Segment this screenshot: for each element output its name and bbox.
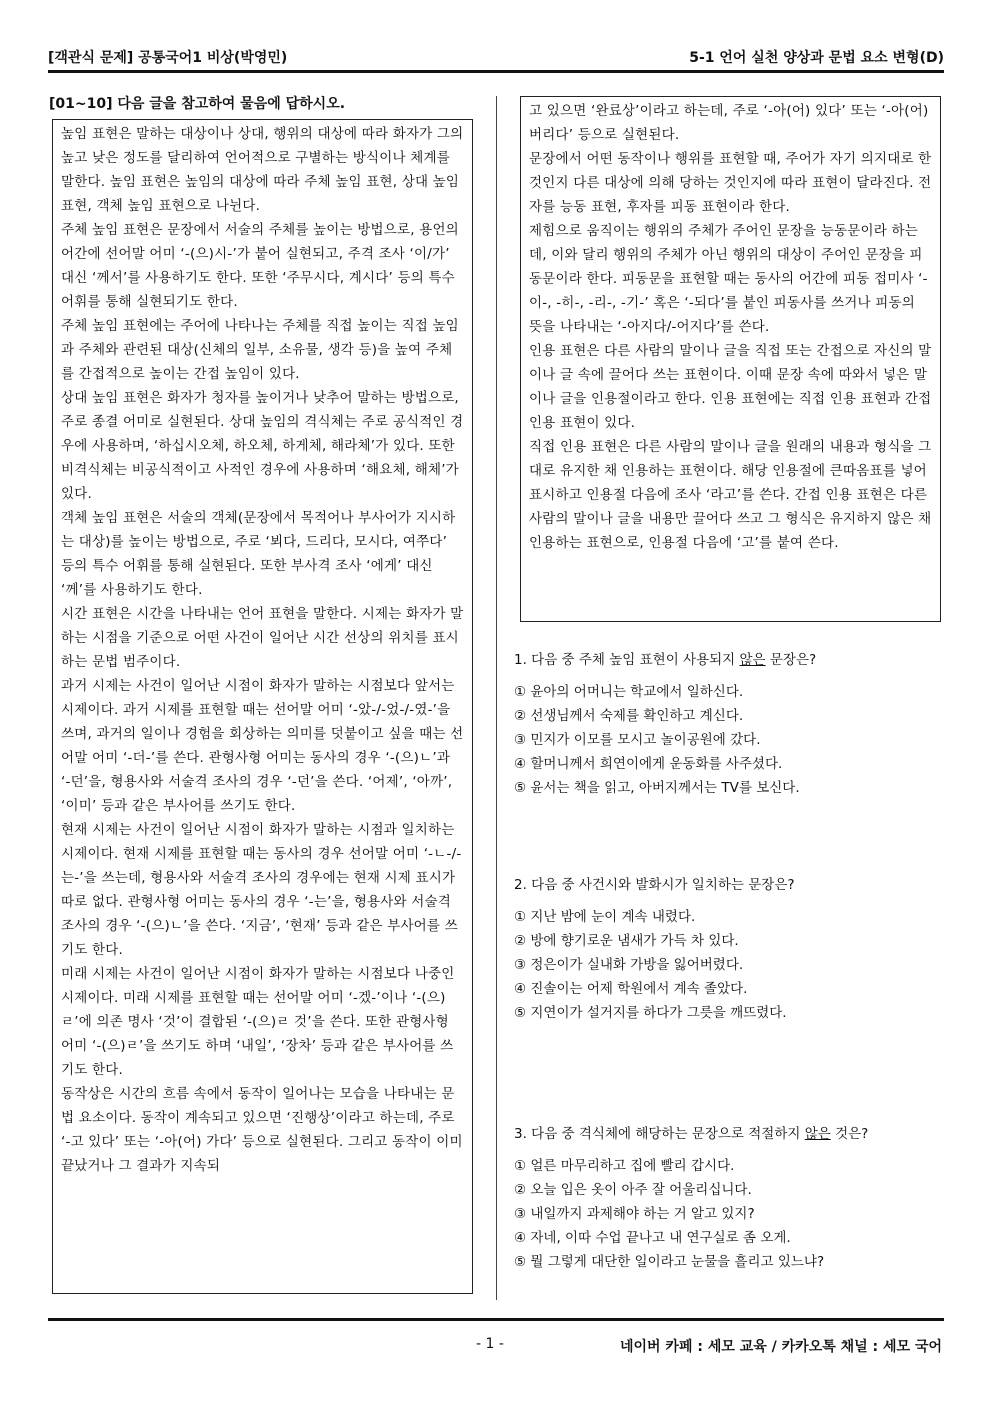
stem-text: 1. 다음 중 주체 높임 표현이 사용되지 xyxy=(514,652,740,668)
option-3[interactable]: ③ 정은이가 실내화 가방을 잃어버렸다. xyxy=(514,957,744,973)
option-2[interactable]: ② 방에 향기로운 냄새가 가득 차 있다. xyxy=(514,933,739,949)
header-left: [객관식 문제] 공통국어1 비상(박영민) xyxy=(48,50,288,66)
passage-paragraph: 문장에서 어떤 동작이나 행위를 표현할 때, 주어가 자기 의지대로 한 것인지 다른 대상에 의해 당하는 것인지에 따라 표현이 달라진다. 전자를 능동 표현, 후자를 피동 표현이라 한다. xyxy=(529,151,932,215)
header-rule xyxy=(48,70,944,73)
stem-text: 2. 다음 중 사건시와 발화시가 일치하는 문장은? xyxy=(514,877,795,893)
option-5[interactable]: ⑤ 뭘 그렇게 대단한 일이라고 눈물을 흘리고 있느냐? xyxy=(514,1254,825,1270)
passage-paragraph: 미래 시제는 사건이 일어난 시점이 화자가 말하는 시점보다 나중인 시제이다. 미래 시제를 표현할 때는 선어말 어미 ‘-겠-’이나 ‘-(으)ㄹ’에 의존 명사 ‘것’이 결합된 ‘-(으)ㄹ 것’을 쓴다. 또한 관형사형 어미 ‘-(으)ㄹ’을 쓰기도 하며 ‘내일’, ‘장차’ 등과 같은 부사어를 쓰기도 한다. xyxy=(61,966,455,1078)
passage-paragraph: 인용 표현은 다른 사람의 말이나 글을 직접 또는 간접으로 자신의 말이나 글 속에 끌어다 쓰는 표현이다. 이때 문장 속에 따와서 넣은 말이나 글을 인용절이라고 한다. 인용 표현에는 직접 인용 표현과 간접 인용 표현이 있다. xyxy=(529,343,932,431)
option-2[interactable]: ② 오늘 입은 옷이 아주 잘 어울리십니다. xyxy=(514,1182,752,1198)
page-header xyxy=(48,44,944,70)
stem-text: 3. 다음 중 격식체에 해당하는 문장으로 적절하지 xyxy=(514,1126,805,1142)
footer-contact: 네이버 카페 : 세모 교육 / 카카오톡 채널 : 세모 국어 xyxy=(619,1339,942,1355)
passage-box-right xyxy=(520,96,941,622)
option-3[interactable]: ③ 민지가 이모를 모시고 놀이공원에 갔다. xyxy=(514,732,761,748)
passage-paragraph: 높임 표현은 말하는 대상이나 상대, 행위의 대상에 따라 화자가 그의 높고 낮은 정도를 달리하여 언어적으로 구별하는 방식이나 체계를 말한다. 높임 표현은 높임의 대상에 따라 주체 높임 표현, 상대 높임 표현, 객체 높임 표현으로 나뉜다. xyxy=(61,126,464,214)
stem-text: 문장은? xyxy=(765,652,817,668)
passage-paragraph: 직접 인용 표현은 다른 사람의 말이나 글을 원래의 내용과 형식을 그대로 유지한 채 인용하는 표현이다. 해당 인용절에 큰따옴표를 넣어 표시하고 인용절 다음에 조사 ‘라고’를 쓴다. 간접 인용 표현은 다른 사람의 말이나 글을 내용만 끌어다 쓰고 그 형식은 유지하지 않은 채 인용하는 표현으로, 인용절 다음에 ‘고’를 붙여 쓴다. xyxy=(529,439,932,551)
option-4[interactable]: ④ 자네, 이따 수업 끝나고 내 연구실로 좀 오게. xyxy=(514,1230,791,1246)
option-3[interactable]: ③ 내일까지 과제해야 하는 거 알고 있지? xyxy=(514,1206,755,1222)
passage-paragraph: 현재 시제는 사건이 일어난 시점이 화자가 말하는 시점과 일치하는 시제이다. 현재 시제를 표현할 때는 동사의 경우 선어말 어미 ‘-ㄴ-/-는-’을 쓰는데, 형용사와 서술격 조사의 경우에는 현재 시제 표시가 따로 없다. 관형사형 어미는 동사의 경우 ‘-는’을, 형용사와 서술격 조사의 경우 ‘-(으)ㄴ’을 쓴다. ‘지금’, ‘현재’ 등과 같은 부사어를 쓰기도 한다. xyxy=(61,822,462,958)
option-1[interactable]: ① 얼른 마무리하고 집에 빨리 갑시다. xyxy=(514,1158,735,1174)
stem-text: 것은? xyxy=(830,1126,869,1142)
passage-paragraph: 동작상은 시간의 흐름 속에서 동작이 일어나는 모습을 나타내는 문법 요소이다. 동작이 계속되고 있으면 ‘진행상’이라고 하는데, 주로 ‘-고 있다’ 또는 ‘-아(어) 가다’ 등으로 실현된다. 그리고 동작이 이미 끝났거나 그 결과가 지속되 xyxy=(61,1086,463,1174)
header-right: 5-1 언어 실천 양상과 문법 요소 변형(D) xyxy=(689,50,944,66)
passage-box-left xyxy=(52,119,473,1294)
stem-underline: 않은 xyxy=(739,652,766,668)
passage-paragraph: 주체 높임 표현에는 주어에 나타나는 주체를 직접 높이는 직접 높임과 주체와 관련된 대상(신체의 일부, 소유물, 생각 등)을 높여 주체를 간접적으로 높이는 간접 높임이 있다. xyxy=(61,318,459,382)
passage-paragraph: 시간 표현은 시간을 나타내는 언어 표현을 말한다. 시제는 화자가 말하는 시점을 기준으로 어떤 사건이 일어난 시간 선상의 위치를 표시하는 문법 범주이다. xyxy=(61,606,464,670)
option-4[interactable]: ④ 할머니께서 희연이에게 운동화를 사주셨다. xyxy=(514,756,783,772)
option-4[interactable]: ④ 진솔이는 어제 학원에서 계속 졸았다. xyxy=(514,981,748,997)
page-number: - 1 - xyxy=(476,1336,504,1352)
option-5[interactable]: ⑤ 윤서는 책을 읽고, 아버지께서는 TV를 보신다. xyxy=(514,780,800,796)
column-divider xyxy=(496,96,497,1300)
passage-paragraph: 고 있으면 ‘완료상’이라고 하는데, 주로 ‘-아(어) 있다’ 또는 ‘-아(어) 버리다’ 등으로 실현된다. xyxy=(529,103,929,143)
passage-paragraph: 주체 높임 표현은 문장에서 서술의 주체를 높이는 방법으로, 용언의 어간에 선어말 어미 ‘-(으)시-’가 붙어 실현되고, 주격 조사 ‘이/가’ 대신 ‘께서’를 사용하기도 한다. 또한 ‘주무시다, 계시다’ 등의 특수 어휘를 통해 실현되기도 한다. xyxy=(61,222,459,310)
passage-paragraph: 제힘으로 움직이는 행위의 주체가 주어인 문장을 능동문이라 하는데, 이와 달리 행위의 주체가 아닌 행위의 대상이 주어인 문장을 피동문이라 한다. 피동문을 표현할 때는 동사의 어간에 피동 접미사 ‘-이-, -히-, -리-, -기-’ 혹은 ‘-되다’를 붙인 피동사를 쓰거나 피동의 뜻을 나타내는 ‘-아지다/-어지다’를 쓴다. xyxy=(529,223,928,335)
option-1[interactable]: ① 윤아의 어머니는 학교에서 일하신다. xyxy=(514,684,744,700)
passage-paragraph: 과거 시제는 사건이 일어난 시점이 화자가 말하는 시점보다 앞서는 시제이다. 과거 시제를 표현할 때는 선어말 어미 ‘-았-/-었-/-였-’을 쓰며, 과거의 일이나 경험을 회상하는 의미를 덧붙이고 싶을 때는 선어말 어미 ‘-더-’를 쓴다. 관형사형 어미는 동사의 경우 ‘-(으)ㄴ’과 ‘-던’을, 형용사와 서술격 조사의 경우 ‘-던’을 쓴다. ‘어제’, ‘아까’, ‘이미’ 등과 같은 부사어를 쓰기도 한다. xyxy=(61,678,464,814)
stem-underline: 않은 xyxy=(804,1126,831,1142)
option-2[interactable]: ② 선생님께서 숙제를 확인하고 계신다. xyxy=(514,708,744,724)
question-stem xyxy=(514,648,944,672)
question-stem xyxy=(514,1122,944,1146)
question-stem xyxy=(514,873,944,897)
footer-rule xyxy=(48,1318,944,1321)
instruction: [01~10] 다음 글을 참고하여 물음에 답하시오. xyxy=(49,96,346,112)
option-5[interactable]: ⑤ 지연이가 설거지를 하다가 그릇을 깨뜨렸다. xyxy=(514,1005,787,1021)
passage-paragraph: 객체 높임 표현은 서술의 객체(문장에서 목적어나 부사어가 지시하는 대상)를 높이는 방법으로, 주로 ‘뵈다, 드리다, 모시다, 여쭈다’ 등의 특수 어휘를 통해 실현된다. 또한 부사격 조사 ‘에게’ 대신 ‘께’를 사용하기도 한다. xyxy=(61,510,456,598)
question-3 xyxy=(514,1122,944,1274)
question-1 xyxy=(514,648,944,800)
option-1[interactable]: ① 지난 밤에 눈이 계속 내렸다. xyxy=(514,909,696,925)
question-2 xyxy=(514,873,944,1025)
passage-paragraph: 상대 높임 표현은 화자가 청자를 높이거나 낮추어 말하는 방법으로, 주로 종결 어미로 실현된다. 상대 높임의 격식체는 주로 공식적인 경우에 사용하며, ‘하십시오체, 하오체, 하게체, 해라체’가 있다. 또한 비격식체는 비공식적이고 사적인 경우에 사용하며 ‘해요체, 해체’가 있다. xyxy=(61,390,464,502)
